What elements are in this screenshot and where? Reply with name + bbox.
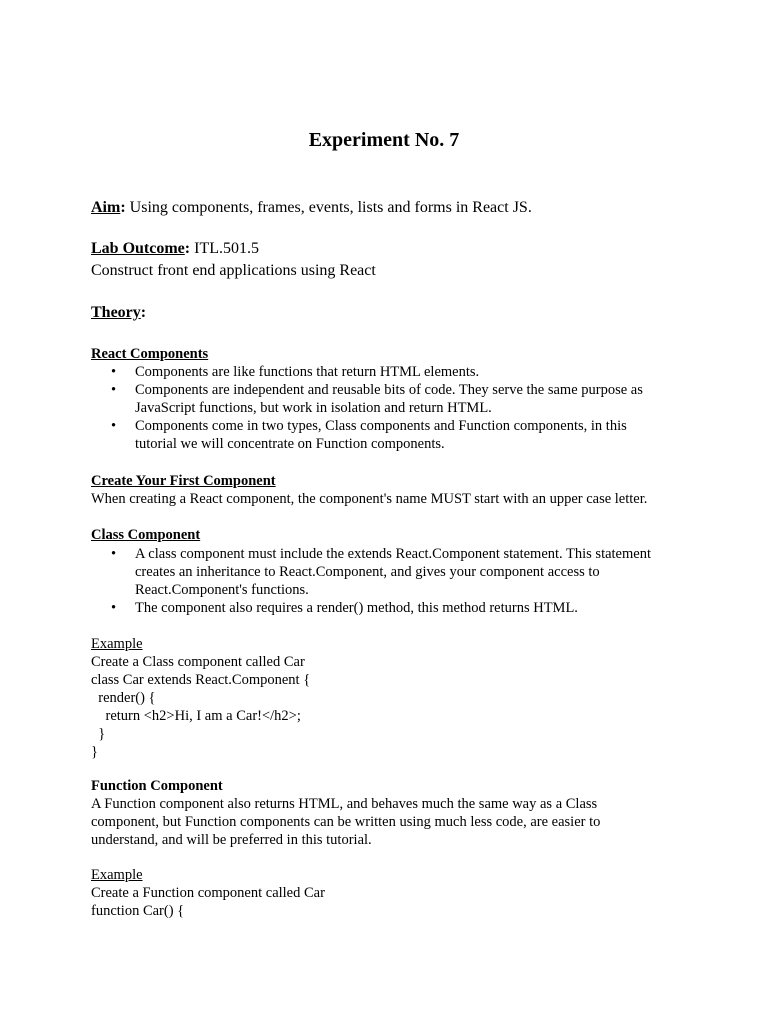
lab-outcome-text: Construct front end applications using React bbox=[91, 262, 376, 279]
aim-colon: : bbox=[120, 199, 126, 216]
first-component-text: When creating a React component, the component's name MUST start with an upper case letter. bbox=[91, 491, 648, 507]
bullet-icon: • bbox=[111, 600, 117, 616]
function-component-heading: Function Component bbox=[91, 778, 223, 794]
class-component-heading: Class Component bbox=[91, 527, 201, 543]
list-item: • A class component must include the extends React.Component statement. This statement creates an inheritance to React.Component, and gives your component access to React.Component's functions. bbox=[111, 546, 651, 598]
lab-outcome-label: Lab Outcome bbox=[91, 240, 185, 257]
lab-outcome-colon: : bbox=[184, 240, 191, 257]
list-item: • Components are like functions that return HTML elements. bbox=[111, 364, 480, 380]
class-example-intro: Create a Class component called Car bbox=[91, 654, 305, 670]
page-title: Experiment No. 7 bbox=[308, 129, 460, 151]
bullet-icon: • bbox=[111, 546, 117, 562]
list-item: • The component also requires a render() method, this method returns HTML. bbox=[111, 600, 578, 616]
bullet-icon: • bbox=[111, 418, 117, 434]
theory-heading bbox=[91, 304, 146, 322]
class-example-code: class Car extends React.Component { render() { return <h2>Hi, I am a Car!</h2>; } } bbox=[91, 672, 311, 760]
function-component-line-1: A Function component also returns HTML, and behaves much the same way as a Class bbox=[91, 796, 598, 812]
aim-line bbox=[91, 199, 532, 217]
aim-text: Using components, frames, events, lists and forms in React JS. bbox=[129, 199, 532, 216]
class-component-list bbox=[91, 545, 691, 617]
function-component-line-2: component, but Function components can be written using much less code, are easier to bbox=[91, 814, 601, 830]
list-item: • Components come in two types, Class components and Function components, in this tutorial we will concentrate on Function components. bbox=[111, 418, 627, 452]
function-example-label: Example bbox=[91, 867, 143, 883]
react-components-list bbox=[91, 363, 691, 453]
lab-outcome-code: ITL.501.5 bbox=[194, 240, 259, 257]
lab-outcome-line bbox=[91, 240, 259, 258]
function-example-code: function Car() { bbox=[91, 903, 185, 919]
first-component-heading: Create Your First Component bbox=[91, 473, 276, 489]
bullet-icon: • bbox=[111, 382, 117, 398]
bullet-icon: • bbox=[111, 364, 117, 380]
aim-label: Aim bbox=[91, 199, 121, 216]
function-component-line-3: understand, and will be preferred in this tutorial. bbox=[91, 832, 372, 848]
theory-label: Theory bbox=[91, 304, 141, 321]
class-example-label: Example bbox=[91, 636, 143, 652]
function-example-intro: Create a Function component called Car bbox=[91, 885, 325, 901]
list-item: • Components are independent and reusable bits of code. They serve the same purpose as JavaScript functions, but work in isolation and return HTML. bbox=[111, 382, 643, 416]
theory-colon: : bbox=[140, 304, 147, 321]
react-components-heading: React Components bbox=[91, 346, 209, 362]
